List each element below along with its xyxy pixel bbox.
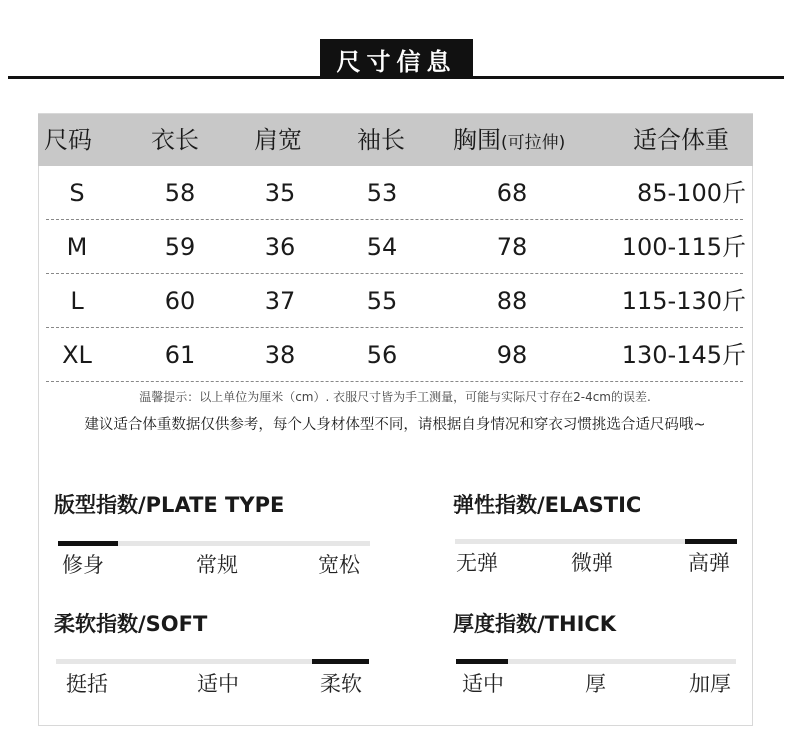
thick-label-medium: 适中 [462, 672, 504, 696]
cell-shoulder: 37 [264, 287, 296, 315]
plate-type-title: 版型指数/PLATE TYPE [54, 493, 285, 517]
cell-size: S [69, 179, 85, 207]
cell-size: M [66, 233, 88, 261]
soft-label-crisp: 挺括 [66, 672, 108, 696]
cell-length: 60 [164, 287, 196, 315]
header-chest-note: (可拉伸) [501, 133, 566, 153]
cell-shoulder: 36 [264, 233, 296, 261]
table-row [46, 328, 746, 382]
elastic-track [455, 539, 737, 544]
soft-label-soft: 柔软 [320, 672, 362, 696]
cell-sleeve: 53 [366, 179, 398, 207]
table-row [46, 274, 746, 328]
cell-chest: 68 [496, 179, 528, 207]
plate-type-track [58, 541, 370, 546]
thick-label-extra-thick: 加厚 [689, 672, 731, 696]
elastic-label-high: 高弹 [688, 551, 730, 575]
cell-chest: 88 [496, 287, 528, 315]
cell-sleeve: 56 [366, 341, 398, 369]
thick-title: 厚度指数/THICK [453, 612, 617, 636]
thick-indicator [456, 659, 508, 664]
cell-chest: 98 [496, 341, 528, 369]
page-title: 尺寸信息 [320, 39, 473, 79]
size-table-header [38, 114, 753, 166]
cell-weight: 130-145斤 [621, 341, 746, 369]
plate-type-label-slim: 修身 [62, 553, 104, 577]
thick-label-thick: 厚 [585, 672, 606, 696]
header-size: 尺码 [44, 126, 92, 154]
plate-type-indicator [58, 541, 118, 546]
cell-shoulder: 38 [264, 341, 296, 369]
header-chest [453, 114, 565, 166]
soft-label-medium: 适中 [197, 672, 239, 696]
elastic-label-slight: 微弹 [571, 551, 613, 575]
cell-sleeve: 55 [366, 287, 398, 315]
cell-weight: 115-130斤 [621, 287, 746, 315]
cell-length: 61 [164, 341, 196, 369]
header-sleeve: 袖长 [357, 126, 405, 154]
cell-size: L [70, 287, 84, 315]
measurement-note: 温馨提示：以上单位为厘米（cm）. 衣服尺寸皆为手工测量，可能与实际尺寸存在2-4cm的误差. [139, 390, 651, 404]
cell-size: XL [62, 341, 92, 369]
plate-type-label-loose: 宽松 [318, 553, 360, 577]
cell-sleeve: 54 [366, 233, 398, 261]
soft-indicator [312, 659, 369, 664]
elastic-label-none: 无弹 [456, 551, 498, 575]
soft-track [56, 659, 369, 664]
header-shoulder: 肩宽 [254, 126, 302, 154]
header-length: 衣长 [151, 126, 199, 154]
table-row [46, 166, 746, 220]
cell-weight: 100-115斤 [621, 233, 746, 261]
elastic-title: 弹性指数/ELASTIC [453, 493, 642, 517]
cell-chest: 78 [496, 233, 528, 261]
plate-type-label-regular: 常规 [196, 553, 238, 577]
elastic-indicator [685, 539, 737, 544]
weight-advice-note: 建议适合体重数据仅供参考，每个人身材体型不同，请根据自身情况和穿衣习惯挑选合适尺码哦~ [84, 417, 706, 433]
header-weight: 适合体重 [633, 126, 729, 154]
header-chest-label: 胸围 [453, 126, 501, 154]
cell-length: 58 [164, 179, 196, 207]
table-row [46, 220, 746, 274]
cell-shoulder: 35 [264, 179, 296, 207]
thick-track [456, 659, 736, 664]
soft-title: 柔软指数/SOFT [54, 612, 208, 636]
cell-weight: 85-100斤 [636, 179, 746, 207]
cell-length: 59 [164, 233, 196, 261]
